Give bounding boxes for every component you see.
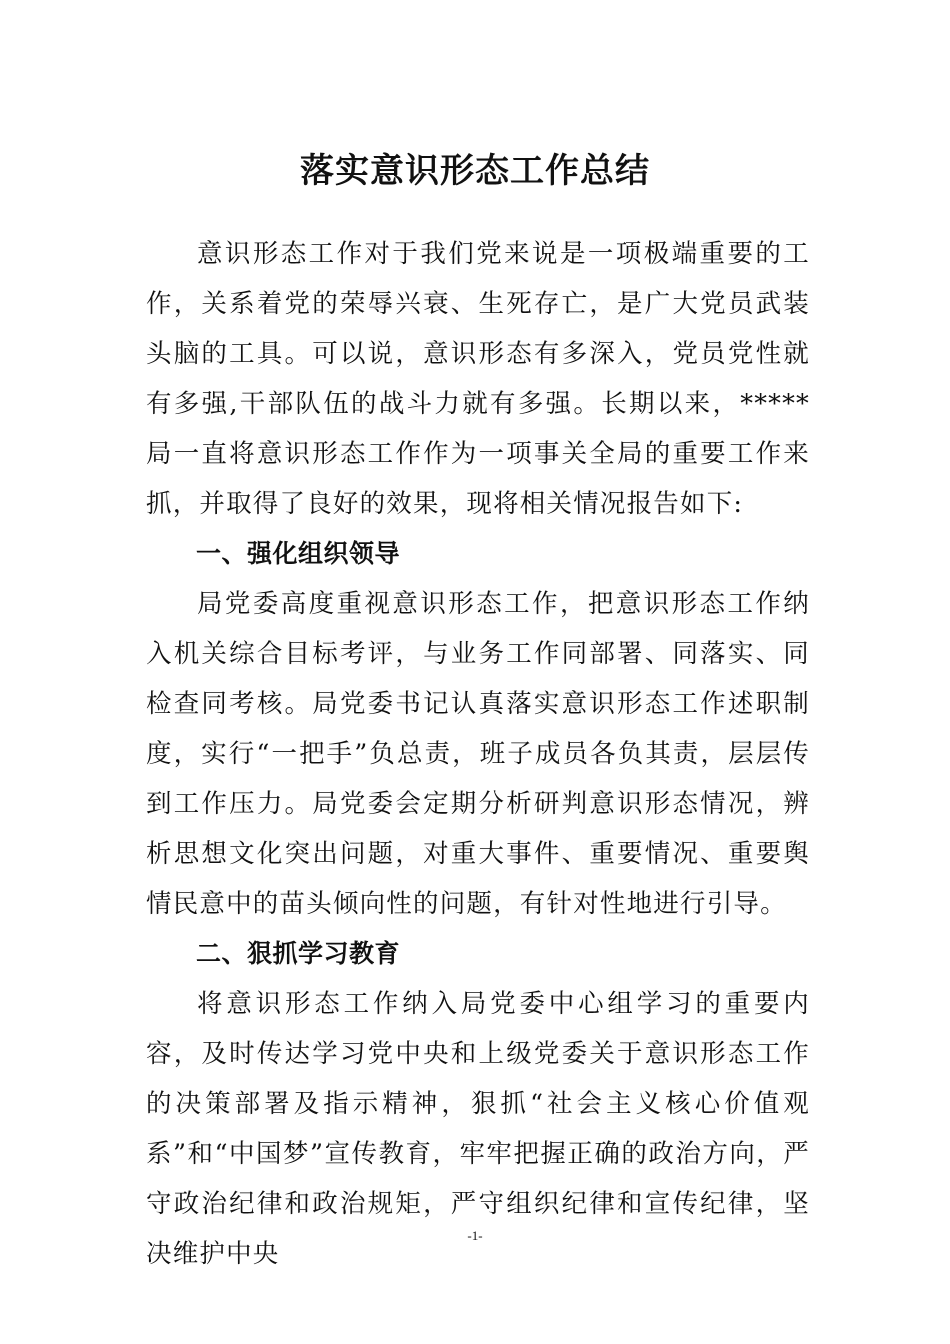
section-2-paragraph: 将意识形态工作纳入局党委中心组学习的重要内容，及时传达学习党中央和上级党委关于意识形态工作的决策部署及指示精神，狠抓“社会主义核心价值观系”和“中国梦”宣传教育，牢牢把握正确的政治方向，严守政治纪律和政治规矩，严守组织纪律和宣传纪律，坚决维护中央 — [146, 989, 810, 1269]
page-number: -1- — [467, 1228, 483, 1243]
section-1-paragraph: 局党委高度重视意识形态工作，把意识形态工作纳入机关综合目标考评，与业务工作同部署、同落实、同检查同考核。局党委书记认真落实意识形态工作述职制度，实行“一把手”负总责，班子成员各负其责，层层传到工作压力。局党委会定期分析研判意识形态情况，辨析思想文化突出问题，对重大事件、重要情况、重要舆情民意中的苗头倾向性的问题，有针对性地进行引导。 — [146, 589, 810, 919]
section-heading-2: 二、狠抓学习教育 — [196, 939, 401, 968]
intro-paragraph: 意识形态工作对于我们党来说是一项极端重要的工作，关系着党的荣辱兴衰、生死存亡，是广大党员武装头脑的工具。可以说，意识形态有多深入，党员党性就有多强,干部队伍的战斗力就有多强。长期以来，*****局一直将意识形态工作作为一项事关全局的重要工作来抓，并取得了良好的效果，现将相关情况报告如下: — [146, 239, 810, 519]
section-heading-1: 一、强化组织领导 — [196, 539, 401, 568]
document-body — [146, 229, 810, 1279]
document-title: 落实意识形态工作总结 — [300, 150, 650, 191]
